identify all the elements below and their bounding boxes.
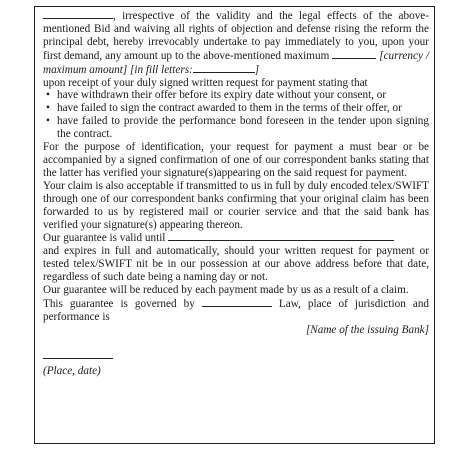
paragraph-reduction: Our guarantee will be reduced by each payment made by us as a result of a claim.: [43, 284, 409, 297]
blank-law: [202, 297, 272, 307]
bullet-item: • have failed to provide the performance bond foreseen in the tender upon signing the contract.: [46, 115, 429, 141]
blank-validity-date: [168, 231, 394, 241]
paragraph-validity: Our guarantee is valid until: [43, 231, 429, 245]
bullet-icon: •: [46, 115, 50, 128]
paragraph-identification: For the purpose of identification, your request for payment a must bear or be accompanied by a signed confirmation of one of our correspondent banks stating that the latter has verified your signature(s)appearing on the said request for payment.: [43, 141, 429, 179]
blank-maximum: [332, 49, 376, 59]
paragraph-governing-law: This guarantee is governed by Law, place of jurisdiction and performance is: [43, 297, 430, 323]
currency-bracket: [currency / maximum amount] [in fill letters:: [43, 49, 429, 76]
bullet-item: • have failed to sign the contract awarded to them in the terms of their offer, or: [46, 102, 402, 115]
blank-letters: [193, 63, 255, 73]
blank-place-date: [43, 349, 113, 359]
bullet-icon: •: [46, 102, 50, 115]
paragraph-request: upon receipt of your duly signed written request for payment stating that: [43, 76, 368, 89]
paragraph-undertaking: , irrespective of the validity and the legal effects of the above-mentioned Bid and waiving all rights of objection and defense rising the reform the principal debt, hereby irrevocably undertake to pay immediately to you, upon your first demand, any amount up to the above-mentioned maximum [currency / maximum amount] [in fill letters: ]: [43, 10, 429, 76]
paragraph-telex: Your claim is also acceptable if transmitted to us in full by duly encoded telex/SWIFT through one of our correspondent banks confirming that your original claim has been forwarded to us by registered mail or courier service and that the said bank has verified your signature(s) appearing thereon.: [43, 179, 429, 231]
bullet-item: • have withdrawn their offer before its expiry date without your consent, or: [46, 89, 387, 102]
issuing-bank-label: [Name of the issuing Bank]: [305, 323, 429, 336]
guarantee-text: [43, 9, 429, 377]
paragraph-expiry: and expires in full and automatically, should your written request for payment or tested telex/SWIFT nit be in our possession at our above address before that date, regardless of such date being a naming day or not.: [43, 245, 429, 284]
bullet-icon: •: [46, 89, 50, 102]
place-date-label: (Place, date): [43, 364, 101, 377]
blank-guarantor: [43, 9, 113, 19]
